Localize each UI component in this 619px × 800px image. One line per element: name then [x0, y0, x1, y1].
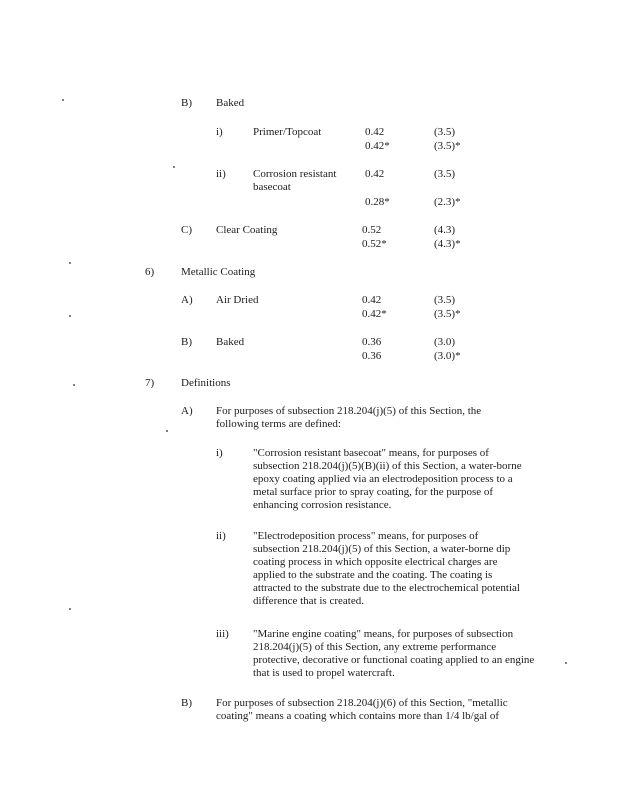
section-number: 7)	[145, 377, 155, 389]
scan-speck	[173, 166, 175, 168]
voc-value: 0.52*	[362, 238, 387, 250]
voc-paren-value: (3.5)	[434, 126, 456, 138]
item-number: ii)	[216, 168, 226, 180]
definitions-intro: For purposes of subsection 218.204(j)(5) of this Section, the following terms are defined:	[216, 405, 482, 430]
scan-speck	[565, 662, 567, 664]
voc-value: 0.42	[365, 168, 385, 180]
definition-paragraph: "Corrosion resistant basecoat" means, for purposes of subsection 218.204(j)(5)(B)(ii) of this Section, a water-borne epoxy coating applied via an electrodeposition process to a metal surface prior to spray coating, for the purpose of enhancing corrosion resistance.	[253, 447, 522, 511]
section-label: B)	[181, 697, 192, 709]
item-name-continued: basecoat	[253, 181, 291, 193]
section-number: 6)	[145, 266, 155, 278]
voc-value: 0.42*	[365, 140, 390, 152]
voc-paren-value: (2.3)*	[434, 196, 461, 208]
voc-value: 0.36	[362, 336, 382, 348]
section-label: A)	[181, 294, 193, 306]
scan-speck	[69, 608, 71, 610]
item-number: iii)	[216, 628, 229, 640]
scan-speck	[73, 384, 75, 386]
voc-paren-value: (4.3)*	[434, 238, 461, 250]
definition-paragraph: "Electrodeposition process" means, for purposes of subsection 218.204(j)(5) of this Section, a water-borne dip coating process in which opposite electrical charges are applied to the substrate and the coating. The coating is attracted to the substrate due to the electrochemical potential difference that is created.	[253, 530, 520, 607]
definition-paragraph: For purposes of subsection 218.204(j)(6) of this Section, "metallic coating" means a coating which contains more than 1/4 lb/gal of	[216, 697, 508, 722]
section-title: Definitions	[181, 377, 231, 389]
voc-value: 0.36	[362, 350, 382, 362]
voc-paren-value: (3.5)*	[434, 308, 461, 320]
voc-paren-value: (3.5)*	[434, 140, 461, 152]
voc-value: 0.52	[362, 224, 382, 236]
section-label: B)	[181, 336, 192, 348]
item-name: Primer/Topcoat	[253, 126, 322, 138]
voc-value: 0.28*	[365, 196, 390, 208]
definition-paragraph: "Marine engine coating" means, for purposes of subsection 218.204(j)(5) of this Section, any extreme performance protective, decorative or functional coating applied to an engine that is used to propel watercraft.	[253, 628, 535, 679]
item-name: Corrosion resistant	[253, 168, 337, 180]
scan-speck	[62, 99, 64, 101]
item-number: i)	[216, 447, 223, 459]
section-label: B)	[181, 97, 192, 109]
section-title: Metallic Coating	[181, 266, 256, 278]
scan-speck	[166, 430, 168, 432]
section-title: Baked	[216, 97, 245, 109]
scan-speck	[69, 262, 71, 264]
scan-speck	[69, 315, 71, 317]
voc-value: 0.42	[362, 294, 382, 306]
item-number: i)	[216, 126, 223, 138]
voc-paren-value: (4.3)	[434, 224, 456, 236]
voc-value: 0.42*	[362, 308, 387, 320]
section-title: Baked	[216, 336, 245, 348]
section-title: Clear Coating	[216, 224, 278, 236]
voc-value: 0.42	[365, 126, 385, 138]
voc-paren-value: (3.5)	[434, 168, 456, 180]
section-title: Air Dried	[216, 294, 259, 306]
item-number: ii)	[216, 530, 226, 542]
voc-paren-value: (3.0)*	[434, 350, 461, 362]
voc-paren-value: (3.5)	[434, 294, 456, 306]
section-label: A)	[181, 405, 193, 417]
voc-paren-value: (3.0)	[434, 336, 456, 348]
section-label: C)	[181, 224, 192, 236]
